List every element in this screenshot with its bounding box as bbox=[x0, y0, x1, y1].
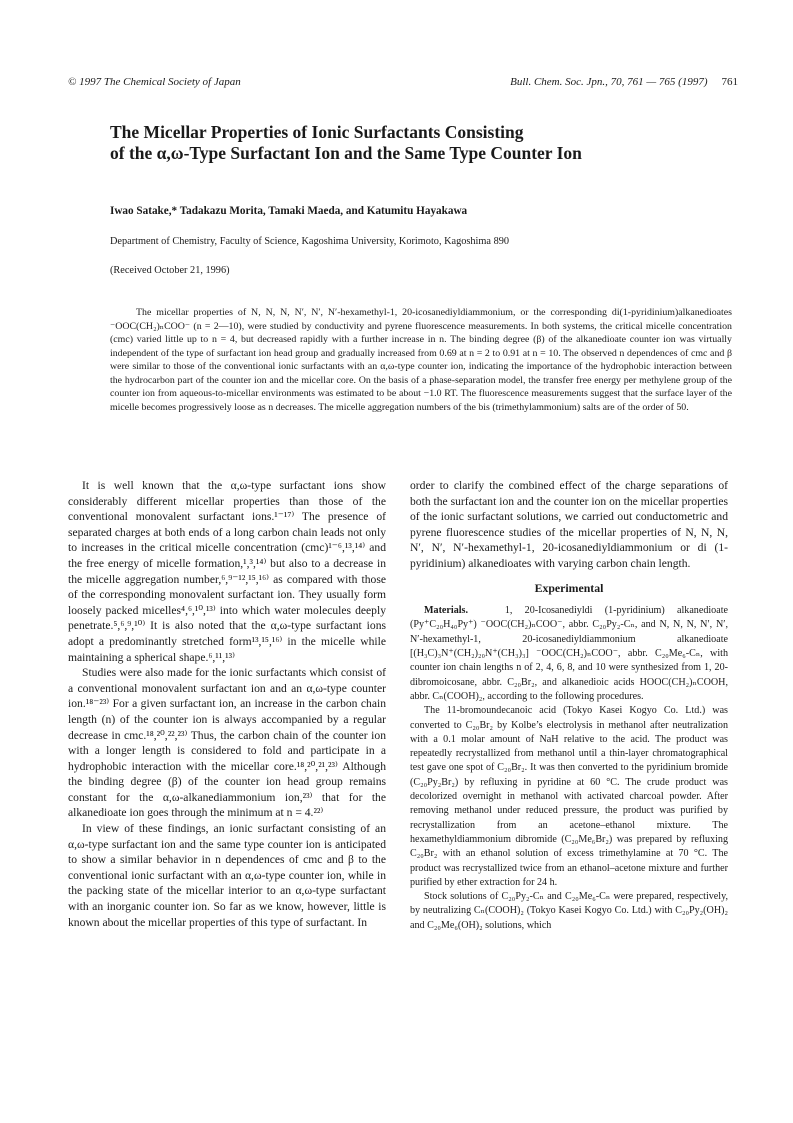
materials-paragraph bbox=[410, 604, 728, 704]
materials-label: Materials. bbox=[424, 605, 469, 617]
intro-paragraph-2: Studies were also made for the ionic surfactants which consist of a conventional monovalent surfactant ion and an α,ω-type counter ion.¹⁸⁻²³⁾ For a given surfactant ion, an increase in the carbon chain length (n) of the counter ion is always accompanied by a regular decrease in cmc.¹⁸,²⁰,²²,²³⁾ Thus, the carbon chain of the counter ion with a longer length is considered to fold and participate in a hydrophobic interaction with the micellar core.¹⁸,²⁰,²¹,²³⁾ Although the binding degree (β) of the counter ion head group remains constant for the α,ω-alkanediammonium ion,²³⁾ that for the alkanedioate ion goes through the minimum at n = 4.²²⁾ bbox=[68, 666, 386, 820]
abstract: The micellar properties of N, N, N, N′, N′, N′-hexamethyl-1, 20-icosanediyldiammonium, or the corresponding di(1-pyridinium)alkanedioates ⁻OOC(CH₂)ₙCOO⁻ (n = 2—10), were studied by conductivity and pyrene fluorescence measurements. In both systems, the critical micelle concentration (cmc) varied little up to n = 4, but decreased rapidly with a further increase in n. The binding degree (β) of the alkanedioate counter ion was virtually independent of the type of surfactant ion head group and gradually increased from 0.69 at n = 2 to 0.91 at n = 10. The observed n dependences of cmc and β were similar to those of the conventional ionic surfactants with an α,ω-type counter ion, indicating the importance of the hydrophobic interaction between the hydrocarbon part of the counter ion and the micellar core. On the basis of a phase-separation model, the transfer free energy per methylene group of the counter ion from aqueous-to-micellar environments was estimated to be about −1.0 RT. The fluorescence measurements suggest that the surface layer of the micelle becomes progressively loose as n decreases. The micelle aggregation numbers of the bis (trimethylammonium) salts are of the order of 50. bbox=[110, 307, 732, 413]
materials-text: 1, 20-Icosanediyldi (1-pyridinium) alkanedioate (Py⁺C₂₀H₄₀Py⁺) ⁻OOC(CH₂)ₙCOO⁻, abbr. C₂₀Py₂-Cₙ, and N, N, N, N′, N′, N′-hexamethyl-1, 20-icosanediyldiammonium alkanedioate [(H₃C)₃N⁺(CH₂)₂₀N⁺(CH₃)₃] ⁻OOC(CH₂)ₙCOO⁻, abbr. C₂₀Me₆-Cₙ, with counter ion chain lengths n of 2, 4, 6, 8, and 10 were synthesized from 1, 20-dibromoicosane, abbr. C₂₀Br₂, and alkanedioic acids HOOC(CH₂)ₙCOOH, abbr. Cₙ(COOH)₂, according to the following procedures. bbox=[410, 605, 728, 702]
affiliation: Department of Chemistry, Faculty of Science, Kagoshima University, Korimoto, Kagoshima 890 bbox=[110, 236, 510, 247]
intro-paragraph-3: In view of these findings, an ionic surfactant consisting of an α,ω-type surfactant ion and the same type counter ion is anticipated to show a similar behavior in n dependences of cmc and β to the conventional ionic surfactant with an α,ω-type counter ion, while in the packing state of the micellar interior to an α,ω-type surfactant with an inorganic counter ion. So far as we know, however, little is known about the micellar properties of this type of surfactant. In bbox=[68, 822, 386, 929]
intro-paragraph-continued: order to clarify the combined effect of the charge separations of both the surfactant ion and the counter ion on the micellar properties of the ionic surfactant solutions, we carried out conductometric and pyrene fluorescence studies of the micellar properties of N, N, N, N′, N′, N′-hexamethyl-1, 20-icosanediyldiammonium or di (1-pyridinium) alkanedioates with varying carbon chain length. bbox=[410, 479, 728, 570]
copyright-notice: © 1997 The Chemical Society of Japan bbox=[68, 76, 241, 88]
journal-reference: Bull. Chem. Soc. Jpn., 70, 761 — 765 (1997) bbox=[510, 76, 708, 88]
title-line-2: of the α,ω-Type Surfactant Ion and the Same Type Counter Ion bbox=[110, 143, 582, 163]
page-number: 761 bbox=[721, 76, 738, 88]
intro-paragraph-1: It is well known that the α,ω-type surfactant ions show considerably different micellar properties than those of the conventional monovalent surfactant ions.¹⁻¹⁷⁾ The presence of separated charges at both ends of a long carbon chain leads not only to increases in the critical micelle concentration (cmc)¹⁻⁶,¹³,¹⁴⁾ and the free energy of micelle formation,¹,³,¹⁴⁾ but also to a decrease in the micelle aggregation number,⁶,⁹⁻¹²,¹⁵,¹⁶⁾ as compared with those of the corresponding monovalent surfactant ion. They usually form loosely packed micelles⁴,⁶,¹⁰,¹³⁾ into which water molecules deeply penetrate.⁵,⁶,⁹,¹⁰⁾ It is also noted that the α,ω-type surfactant ions adopt a predominantly stretched form¹³,¹⁵,¹⁶⁾ in the micelle while maintaining a spherical shape.⁶,¹¹,¹³⁾ bbox=[68, 479, 386, 664]
title-line-1: The Micellar Properties of Ionic Surfactants Consisting bbox=[110, 122, 524, 142]
author-list: Iwao Satake,* Tadakazu Morita, Tamaki Maeda, and Katumitu Hayakawa bbox=[110, 205, 468, 217]
paper-title bbox=[110, 122, 710, 164]
stock-solution-paragraph: Stock solutions of C₂₀Py₂-Cₙ and C₂₀Me₆-Cₙ were prepared, respectively, by neutralizing Cₙ(COOH)₂ (Tokyo Kasei Kogyo Co. Ltd.) with C₂₀Py₂(OH)₂ and C₂₀Me₆(OH)₂ solutions, which bbox=[410, 891, 728, 931]
journal-citation bbox=[510, 76, 738, 88]
synthesis-paragraph: The 11-bromoundecanoic acid (Tokyo Kasei Kogyo Co. Ltd.) was converted to C₂₀Br₂ by Kolbe’s electrolysis in methanol after neutralization with a 0.1 molar amount of NaH relative to the acid. The product was repeatedly recrystallized from methanol until a thin-layer chromatographical test gave one spot of C₂₀Br₂. It was then converted to the pyridinium bromide (C₂₀Py₂Br₂) by refluxing in pyridine at 60 °C. The crude product was decolorized overnight in methanol with activated charcoal powder. After removing methanol under reduced pressure, the product was purified by recrystallization from an acetone–ethanol mixture. The hexamethyldiammonium dibromide (C₂₀Me₆Br₂) was prepared by refluxing C₂₀Br₂ with an ethanol solution of excess trimethylamine at 70 °C. The product was recrystallized twice from an ethanol–acetone mixture and further purified by ether extraction for 24 h. bbox=[410, 705, 728, 888]
left-column bbox=[68, 478, 386, 930]
right-column bbox=[410, 478, 728, 933]
section-heading-experimental: Experimental bbox=[534, 580, 604, 595]
received-date: (Received October 21, 1996) bbox=[110, 265, 230, 276]
